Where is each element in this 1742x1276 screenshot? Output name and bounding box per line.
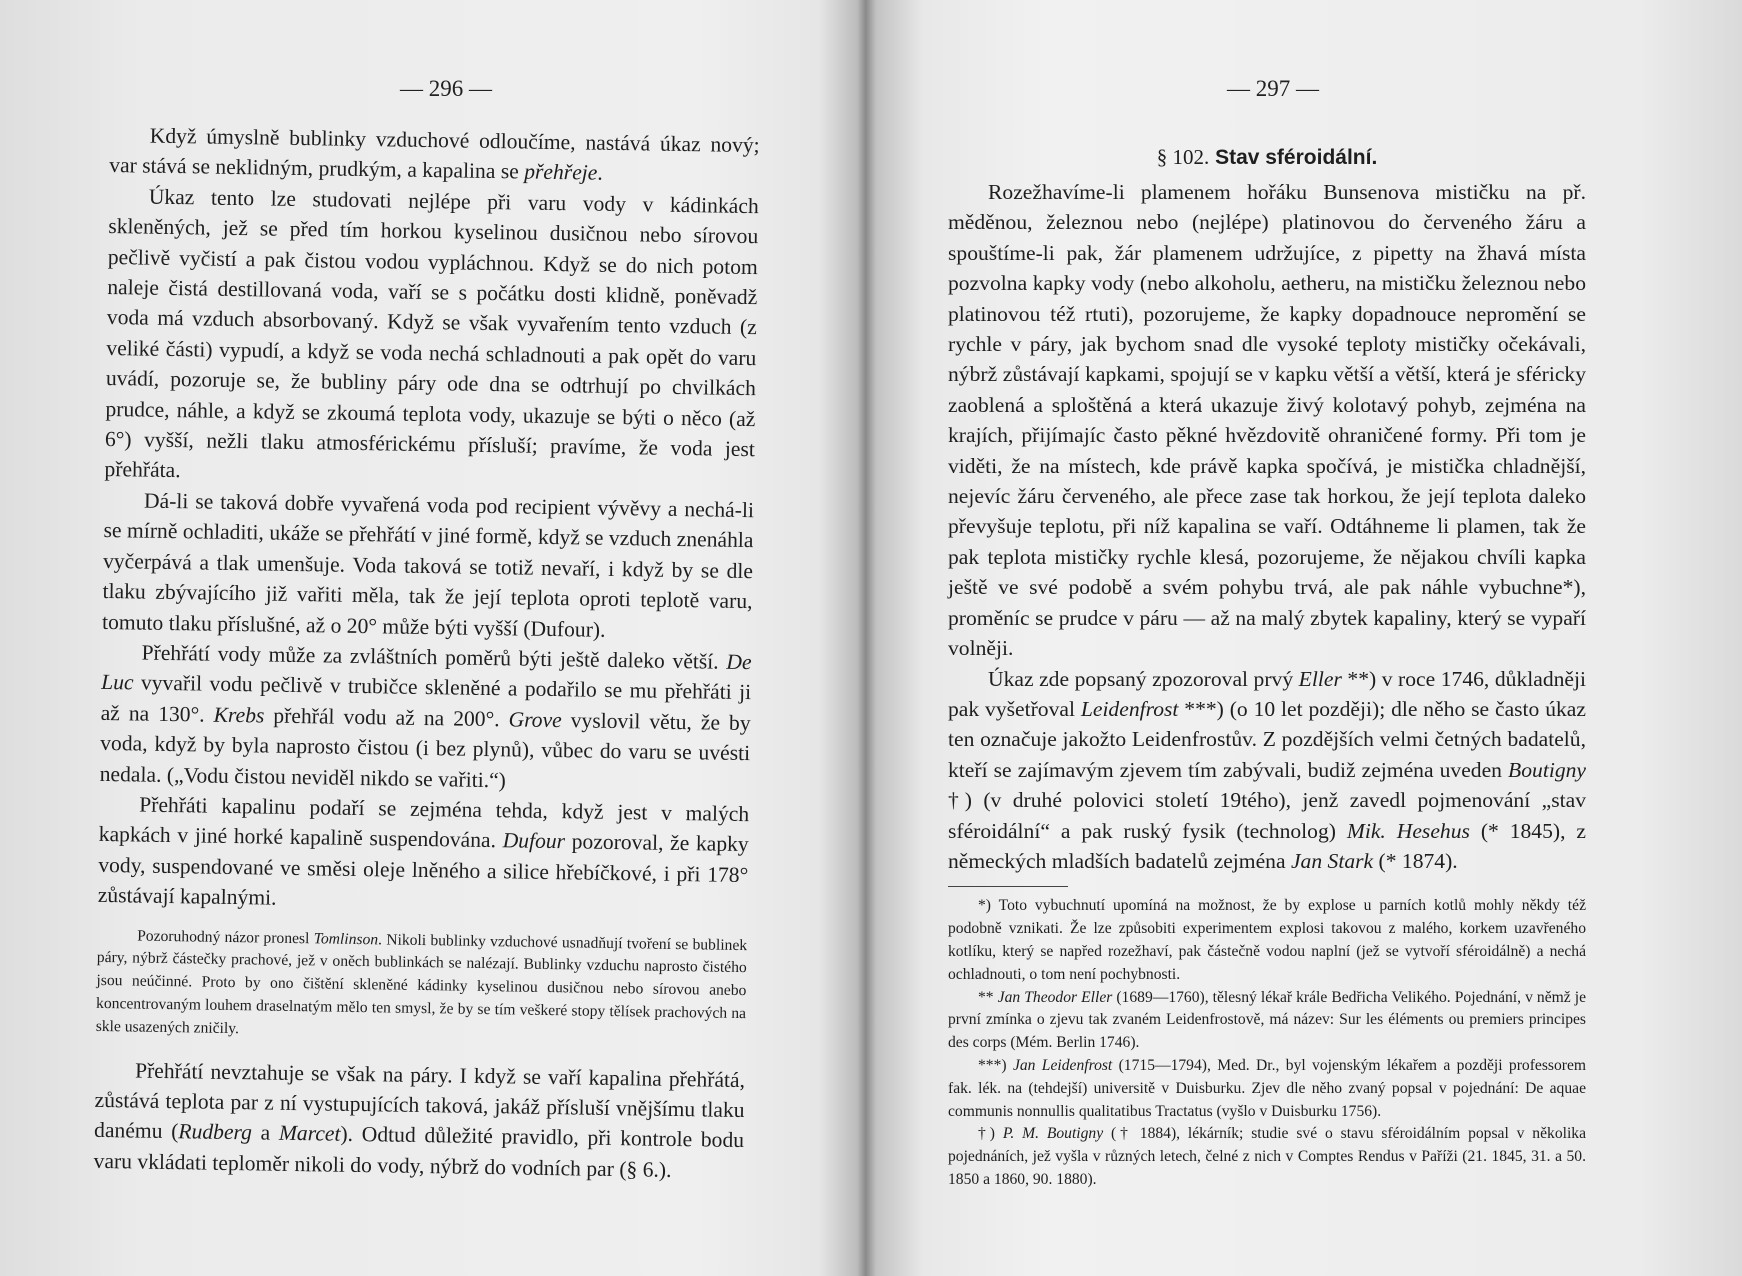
text-run: (* 1874). xyxy=(1373,848,1458,873)
italic-run: De Luc xyxy=(100,649,752,695)
section-title: Stav sféroidální. xyxy=(1215,146,1378,169)
text-run: **) v roce 1746, důkladněji pak vyšetřoval xyxy=(948,666,1586,721)
italic-run: Eller xyxy=(1298,666,1342,691)
footnote xyxy=(948,895,1586,986)
text-run: †) (v druhé polovici století 19tého), jenž zavedl pojmenování „stav sféroidální“ a pak ruský fysik (technolog) xyxy=(948,788,1586,843)
footnote xyxy=(948,1123,1586,1191)
final-paragraph xyxy=(93,1054,745,1186)
italic-run: P. M. Boutigny xyxy=(1002,1125,1104,1143)
text-run: ***) (o 10 let později); dle něho se často úkaz ten označuje jakožto Leidenfrostův. Z pozdějších velmi četných badatelů, kteří se zajímavým zjevem tím zabývali, budiž zejména uveden xyxy=(948,696,1586,782)
text-run: Když úmyslně bublinky vzduchové odloučíme, nastává úkaz nový; var stává se neklidným, prudkým, a kapalina se xyxy=(109,123,760,184)
text-run: *) Toto vybuchnutí upomíná na možnost, že by explose u parních kotlů mohly někdy též podobně vznikati. Že lze způsobiti experimentem explosi takovou z malého, korkem uzavřeného kotlíku, který se napřed rozežhaví, pak částečně vodou naplní (jež se vytvoří sféroidálně) a nechá ochladnouti, o tom není pochybnosti. xyxy=(948,897,1586,983)
italic-run: Marcet xyxy=(278,1121,341,1147)
paragraph xyxy=(104,181,759,495)
text-run: Rozežhavíme-li plamenem hořáku Bunsenova mističku na př. měděnou, železnou nebo (nejlépe) platinovou do červeného žáru a spouštíme-li pak, žár plamenem udržujíce, z pipetty na žhavá místa pozvolna kapky vody (nebo alkoholu, aetheru, na mističku železnou nebo platinovou též rtuti), pozorujeme, že kapky dopadnouce nepromění se rychle v páry, jak bychom snad dle vysoké teploty mističky očekávali, nýbrž zůstávají kapkami, spojují se v kapku větší a větší, která je sféricky zaoblená a sploštěná a která ukazuje živý kolotavý pohyb, zejména na krajích, přijímajíc často pěkné hvězdovitě ohraničené formy. Při tom je viděti, že na místech, kde právě kapka spočívá, je mistička chladnější, nejevíc žáru červeného, ale přece zase tak horkou, že její teplota daleko převyšuje teplotu, při níž kapalina se vaří. Odtáhneme li plamen, tak že pak teplota mističky rychle klesá, pozorujeme, že nějakou chvíli kapka ještě ve své podobě a svém pohybu trvá, ale pak náhle vybuchne*), proměníc se prudce v páru — až na malý zbytek kapaliny, který se vypaří volněji. xyxy=(948,180,1586,661)
paragraph xyxy=(948,177,1586,664)
italic-run: Dufour xyxy=(502,828,566,854)
text-run: Úkaz tento lze studovati nejlépe při varu vody v kádinkách skleněných, jež se před tím horkou kyselinou dusičnou nebo sírovou pečlivě vyčistí a pak čistou vodou vypláchnou. Když se do nich potom naleje čistá destillovaná voda, vaří se s počátku dosti klidně, poněvadž voda má vzduch absorbovaný. Když se však vyvařením tento vzduch (z veliké části) vypudí, a když se voda nechá schladnouti a pak opět do varu uvádí, pozoruje se, že bubliny páry ode dna se odtrhují po chvilkách prudce, náhle, a když se zkoumá teplota vody, ukazuje se býti o něco (až 6°) vyšší, nežli tlaku atmosférickému přísluší; pravíme, že voda jest přehřáta. xyxy=(104,184,759,483)
text-run: ** xyxy=(978,988,998,1006)
body-paragraphs xyxy=(98,120,760,921)
text-run: a xyxy=(251,1120,280,1146)
paragraph xyxy=(99,637,751,799)
left-page xyxy=(0,0,850,1276)
text-run: Přehřáti kapalinu podaří se zejména tehda, když jest v malých kapkách v jiné horké kapalině suspendována. xyxy=(98,792,750,853)
italic-run: Jan Theodor Eller xyxy=(997,988,1113,1006)
paragraph xyxy=(948,664,1586,877)
text-run: (* 1845), z německých mladších badatelů zejména xyxy=(948,818,1586,873)
text-run: Přehřátí vody může za zvláštních poměrů býti ještě daleko větší. xyxy=(141,640,727,674)
text-run: ***) xyxy=(978,1056,1013,1074)
text-run: Úkaz zde popsaný zpozoroval prvý xyxy=(988,666,1299,691)
text-run: vyslovil větu, že by voda, když by byla naprosto čistou (i bez plynů), vůbec do varu se uvésti nedala. („Vodu čistou neviděl nikdo se vařiti.“) xyxy=(99,707,751,792)
text-run: († 1884), lékárník; studie své o stavu sféroidálním popsal v několika pojednáních, jež vyšla v různých letech, čelné z nich v Comptes Rendus v Paříži (21. 1845, 31. a 50. 1850 a 1860, 90. 1880). xyxy=(948,1125,1587,1188)
text-run: Dá-li se taková dobře vyvařená voda pod recipient vývěvy a nechá-li se mírně ochladiti, ukáže se přehřátí v jiné formě, když se vzduch znenáhla vyčerpává a tlak umenšuje. Voda taková se totiž nevaří, i když by se dle tlaku zbývajícího již vařiti měla, tak že její teplota oproti teplotě varu, tomuto tlaku příslušné, až o 20° může býti vyšší (Dufour). xyxy=(101,488,755,642)
small-paragraph xyxy=(96,924,748,1048)
italic-run: Krebs xyxy=(213,702,265,728)
paragraph xyxy=(109,120,760,191)
paragraph xyxy=(102,485,754,647)
footnote xyxy=(948,987,1586,1055)
section-heading xyxy=(948,140,1586,175)
italic-run: přehřeje xyxy=(524,159,598,186)
small-print-note xyxy=(96,924,748,1048)
text-run: ). Odtud důležité pravidlo, při kontrole bodu varu vkládati teploměr nikoli do vody, nýbrž do vodních par (§ 6.). xyxy=(93,1122,745,1182)
left-page-text xyxy=(93,120,760,1186)
text-run: Pozoruhodný názor pronesl xyxy=(137,927,314,947)
page-number: — 296 — xyxy=(400,76,492,101)
footnote-rule xyxy=(948,886,1068,887)
italic-run: Grove xyxy=(508,707,562,732)
paragraph xyxy=(98,789,750,921)
italic-run: Rudberg xyxy=(178,1119,253,1145)
italic-run: Leidenfrost xyxy=(1080,696,1179,721)
italic-run: Jan Stark xyxy=(1290,848,1374,873)
footnotes xyxy=(948,895,1586,1191)
right-page-text xyxy=(948,140,1586,1192)
italic-run: Boutigny xyxy=(1508,757,1586,782)
text-run: přehřál vodu až na 200°. xyxy=(264,703,509,732)
text-run: . Nikoli bublinky vzduchové usnadňují tvoření se bublinek páry, nýbrž částečky prachové, jež v oněch bublinkách se nalézají. Bublinky vzduchu naprosto čistého jsou neúčinné. Proto by ono čištění skleněné kádinky kyselinou dusičnou nebo sírovou anebo koncentrovaným louhem draselnatým mělo ten smysl, že by se tím veškeré stopy tělísek prachových na skle usazených zničily. xyxy=(95,930,748,1037)
body-paragraphs xyxy=(948,177,1586,876)
italic-run: Mik. Hesehus xyxy=(1346,818,1470,843)
text-run: (1715—1794), Med. Dr., byl vojenským lékařem a později professorem fak. lék. na (tehdejší) universitě v Duisburku. Zjev dle něho zvaný popsal v pojednání: De aquae communis nonnullis qualitatibus Tractatus (vyšlo v Duisburku 1756). xyxy=(948,1056,1587,1120)
text-run: †) xyxy=(978,1125,1003,1143)
section-number: § 102. xyxy=(1156,145,1210,169)
right-page xyxy=(880,0,1742,1276)
italic-run: Tomlinson xyxy=(313,929,379,948)
page-number: — 297 — xyxy=(1227,76,1319,101)
text-run: vyvařil vodu pečlivě v trubičce skleněné a podařilo se mu přehřáti ji až na 130°. xyxy=(100,670,752,727)
text-run: Přehřátí nevztahuje se však na páry. I když se vaří kapalina přehřátá, zůstává teplota par z ní vystupujících taková, jakáž přísluší vnějšímu tlaku danému ( xyxy=(93,1058,746,1144)
footnote xyxy=(948,1055,1586,1123)
italic-run: Jan Leidenfrost xyxy=(1012,1056,1113,1074)
text-run: . xyxy=(597,161,603,186)
text-run: (1689—1760), tělesný lékař krále Bedřicha Velikého. Pojednání, v němž je první zmínka o zjevu tak zvaném Leidenfrostově, má název: Sur les éléments ou premiers principes des corps (Mém. Berlin 1746). xyxy=(948,988,1587,1052)
text-run: pozoroval, že kapky vody, suspendované ve směsi oleje lněného a silice hřebíčkové, i při 178° zůstávají kapalnými. xyxy=(97,829,749,910)
